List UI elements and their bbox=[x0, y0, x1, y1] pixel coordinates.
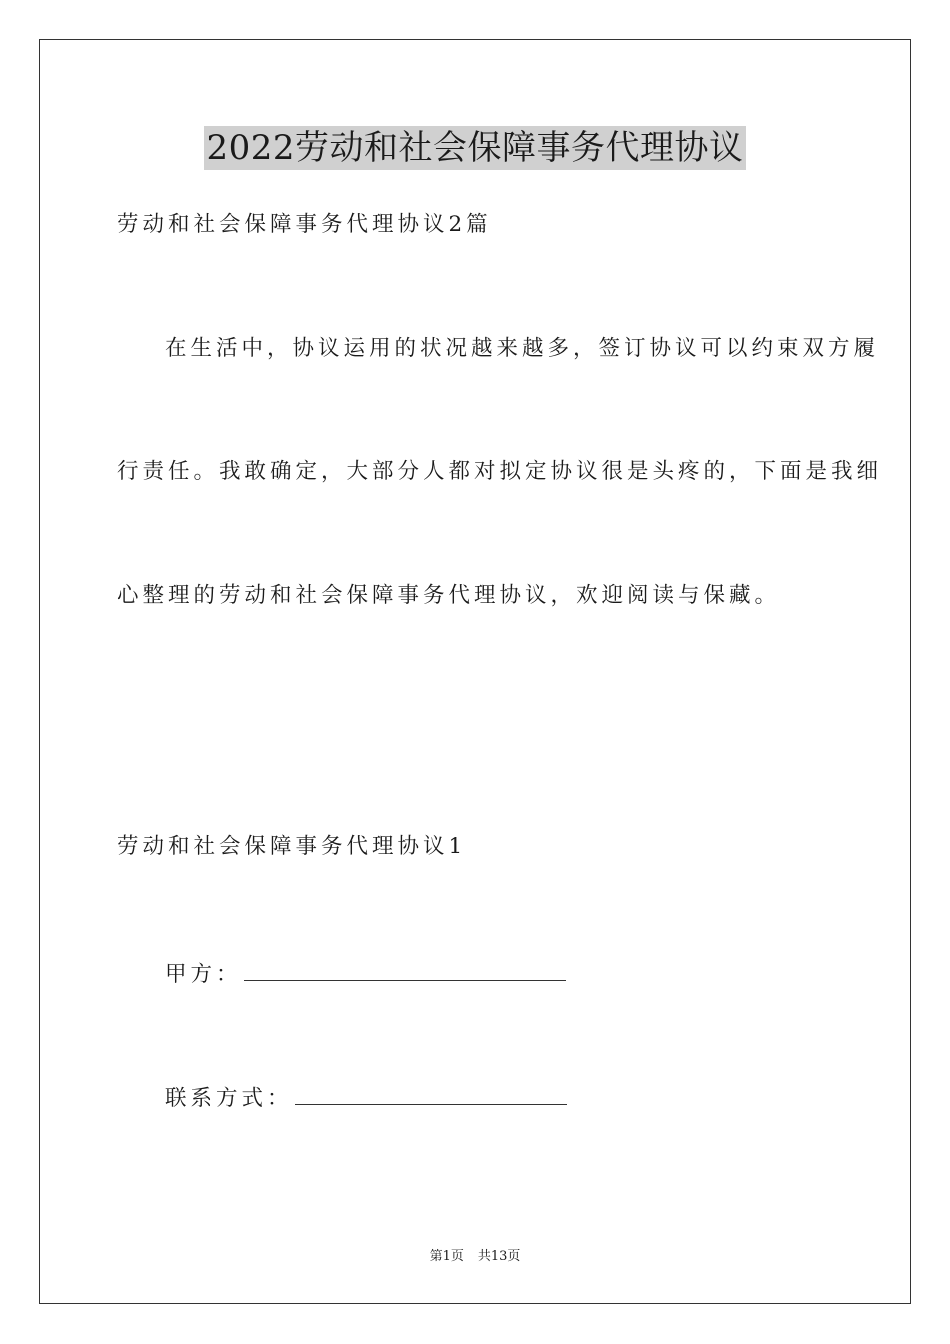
document-title bbox=[0, 126, 950, 170]
section-heading: 劳动和社会保障事务代理协议1 bbox=[117, 834, 467, 859]
intro-line-1: 在生活中，协议运用的状况越来越多，签订协议可以约束双方履 bbox=[165, 336, 880, 361]
page-number: 第1页 bbox=[429, 1249, 464, 1264]
party-a-blank-line bbox=[244, 956, 566, 981]
page-total: 共13页 bbox=[477, 1249, 521, 1264]
page-footer bbox=[0, 1248, 950, 1266]
document-subtitle: 劳动和社会保障事务代理协议2篇 bbox=[117, 212, 492, 237]
intro-line-3: 心整理的劳动和社会保障事务代理协议，欢迎阅读与保藏。 bbox=[117, 583, 781, 608]
party-a-field bbox=[165, 956, 566, 990]
contact-blank-line bbox=[295, 1080, 567, 1105]
document-title-text: 2022劳动和社会保障事务代理协议 bbox=[206, 128, 744, 168]
contact-label: 联系方式： bbox=[165, 1086, 293, 1111]
contact-field bbox=[165, 1080, 567, 1114]
intro-line-2: 行责任。我敢确定，大部分人都对拟定协议很是头疼的，下面是我细 bbox=[117, 459, 883, 484]
party-a-label: 甲方： bbox=[165, 962, 242, 987]
